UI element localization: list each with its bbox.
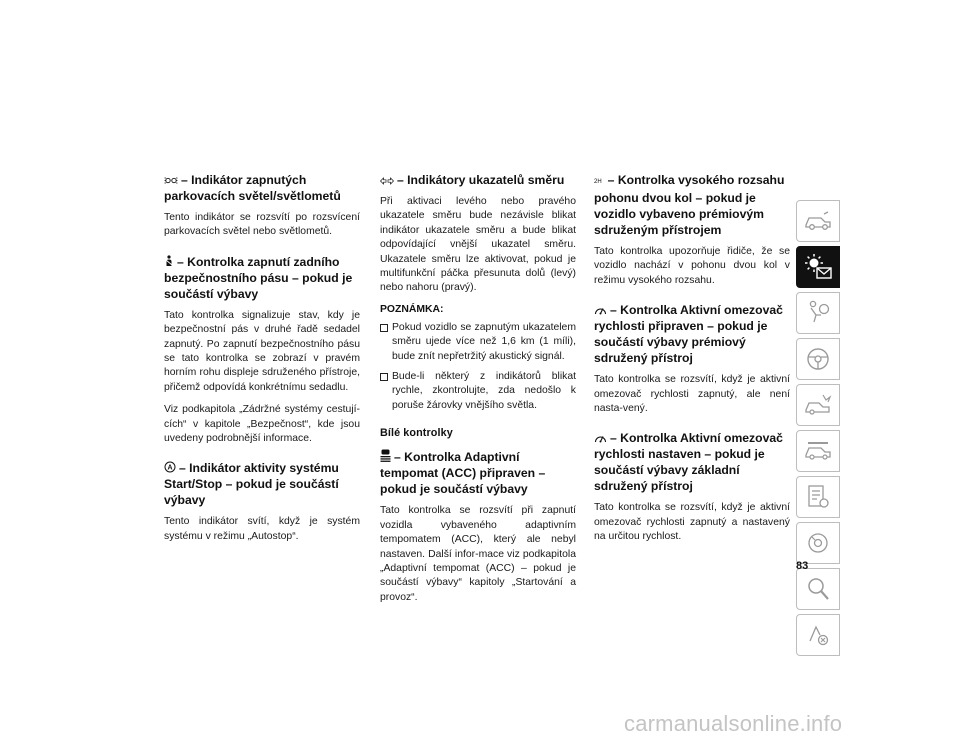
turn-signal-arrows-icon xyxy=(380,177,394,185)
tab-specifications[interactable] xyxy=(796,476,840,518)
section-title: – Indikátory ukazatelů směru xyxy=(397,173,565,187)
section-speed-limiter-ready xyxy=(594,302,790,416)
paragraph: Při aktivaci levého nebo pravého ukazatele směru bude nezávisle blikat indikátor ukazatele směru a bude blikat odpovídající vnější ukazatel směru. Ukazatele směru lze aktivovat, pokud je multifunkční páčka přesunuta dolů (levý) nebo nahoru (pravý). xyxy=(380,196,576,294)
page-number: 83 xyxy=(796,560,809,572)
section-2wd-high xyxy=(594,172,790,288)
section-title: – Indikátor aktivity systému Start/Stop – pokud je součástí výbavy xyxy=(164,461,339,508)
seatbelt-icon xyxy=(164,255,174,267)
specifications-icon xyxy=(804,483,832,511)
section-title: – Kontrolka Aktivní omezovač rychlosti nastaven – pokud je součástí výbavy základní sdružený přístroj xyxy=(594,431,783,494)
adaptive-cruise-icon xyxy=(380,449,391,462)
column-left xyxy=(164,172,360,558)
section-rear-seatbelt xyxy=(164,254,360,447)
section-title: – Kontrolka zapnutí zadního bezpečnostního pásu – pokud je součástí výbavy xyxy=(164,254,353,301)
note-list xyxy=(380,321,576,413)
column-right xyxy=(594,172,790,559)
index-icon xyxy=(804,621,832,649)
search-icon xyxy=(804,575,832,603)
white-lights-heading: Bílé kontrolky xyxy=(380,427,453,440)
tab-index[interactable] xyxy=(796,614,840,656)
crash-icon xyxy=(803,392,833,418)
bullet-square-icon xyxy=(380,373,388,381)
paragraph: Tato kontrolka se rozsvítí při zapnutí vozidla vybaveného adaptivním tempomatem (ACC), který ale nebyl nastaven. Další infor-mace viz podkapitola „Adaptivní tempomat (ACC) – pokud je součástí výbavy“ kapitoly „Startování a provoz“. xyxy=(380,505,576,603)
paragraph: Tento indikátor svítí, když je systém systému v režimu „Autostop“. xyxy=(164,516,360,542)
bullet-square-icon xyxy=(380,324,388,332)
watermark: carmanualsonline.info xyxy=(624,711,843,736)
car-service-icon xyxy=(803,438,833,464)
note-label: POZNÁMKA: xyxy=(380,303,444,315)
section-start-stop xyxy=(164,460,360,544)
section-title: – Kontrolka Adaptivní tempomat (ACC) připraven – pokud je součástí výbavy xyxy=(380,450,546,497)
tab-warning-lights[interactable] xyxy=(796,246,840,288)
airbag-icon xyxy=(804,299,832,327)
section-speed-limiter-set xyxy=(594,430,790,544)
steering-wheel-icon xyxy=(804,345,832,373)
section-turn-signals xyxy=(380,172,576,413)
tab-search[interactable] xyxy=(796,568,840,610)
speed-limiter-set-icon xyxy=(594,433,607,443)
paragraph: Tato kontrolka se rozsvítí, když je aktivní omezovač rychlosti zapnutý a nastavený na určitou rychlost. xyxy=(594,502,790,543)
column-middle xyxy=(380,172,576,619)
paragraph: Tato kontrolka upozorňuje řidiče, že se vozidlo nachází v pohonu dvou kol v režimu vysokého rozsahu. xyxy=(594,246,790,286)
parking-lights-icon xyxy=(164,176,178,185)
multimedia-icon xyxy=(804,529,832,557)
paragraph: Tento indikátor se rozsvítí po rozsvícení parkovacích světel nebo světlometů. xyxy=(164,212,360,238)
section-parking-lights xyxy=(164,172,360,240)
start-stop-icon xyxy=(164,461,176,473)
tab-emergency[interactable] xyxy=(796,384,840,426)
list-item: Bude-li některý z indikátorů blikat rychle, zkontrolujte, zda nedošlo k poruše žárovky vnějšího světla. xyxy=(380,370,576,413)
paragraph: Tato kontrolka se rozsvítí, když je aktivní omezovač rychlosti zapnutý, ale není nasta-vený. xyxy=(594,374,790,415)
tab-safety[interactable] xyxy=(796,292,840,334)
tab-car-exterior[interactable] xyxy=(796,200,840,242)
section-title: – Kontrolka vysokého rozsahu pohonu dvou kol – pokud je vozidlo vybaveno prémiovým sdruženým přístrojem xyxy=(594,173,785,237)
car-exterior-icon xyxy=(803,210,833,232)
tab-service[interactable] xyxy=(796,430,840,472)
tab-starting-operating[interactable] xyxy=(796,338,840,380)
section-title: – Kontrolka Aktivní omezovač rychlosti připraven – pokud je součástí výbavy prémiový sdružený přístroj xyxy=(594,303,783,366)
section-acc-ready xyxy=(380,449,576,605)
chapter-tabs xyxy=(796,200,842,660)
paragraph: Viz podkapitola „Zádržné systémy cestují-cích“ v kapitole „Bezpečnost“, kde jsou uvedeny podrobnější informace. xyxy=(164,404,360,445)
section-title: – Indikátor zapnutých parkovacích světel/světlometů xyxy=(164,173,341,203)
svg-text:A: A xyxy=(167,465,173,473)
list-item: Pokud vozidlo se zapnutým ukazatelem směru ujede více než 1,6 km (1 míli), bude znít nepřetržitý akustický signál. xyxy=(380,321,576,364)
paragraph: Tato kontrolka signalizuje stav, kdy je bezpečnostní pás v druhé řadě sedadel zapnutý. Po zapnutí bezpečnostního pásu se tato kontrolka se zobrazí v pravém horním rohu displeje sdruženého přístroje, přičemž odpovídá konkrétnímu sedadlu. xyxy=(164,309,360,393)
two-wheel-drive-high-icon: 2H xyxy=(594,179,602,185)
tab-multimedia[interactable] xyxy=(796,522,840,564)
warning-lights-icon xyxy=(802,253,834,281)
speed-limiter-icon xyxy=(594,305,607,315)
